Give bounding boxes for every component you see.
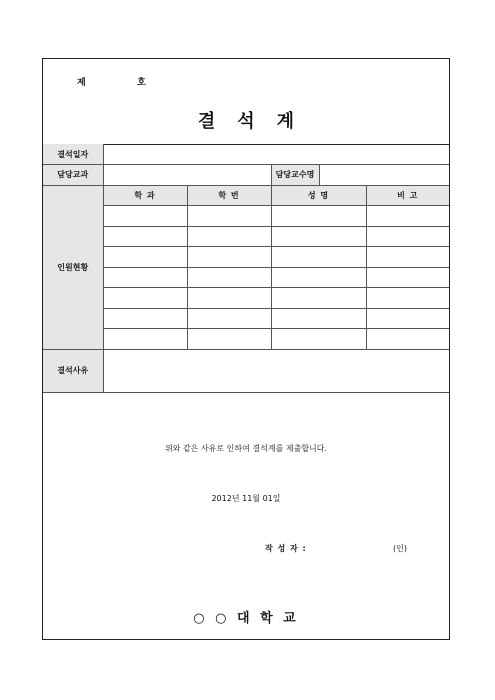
cell[interactable] <box>187 226 271 247</box>
cell[interactable] <box>271 206 366 227</box>
personnel-label: 인원현황 <box>43 185 103 349</box>
submission-statement: 위와 같은 사유로 인하여 결석계를 제출합니다. <box>164 444 328 453</box>
table-row <box>43 308 449 329</box>
form-header <box>43 59 449 145</box>
cell[interactable] <box>103 329 187 350</box>
cell[interactable] <box>103 288 187 309</box>
cell[interactable] <box>271 308 366 329</box>
professor-field[interactable] <box>319 165 449 186</box>
cell[interactable] <box>366 288 449 309</box>
cell[interactable] <box>187 288 271 309</box>
absence-date-label: 결석일자 <box>43 144 103 165</box>
submission-date: 2012년 11월 01일 <box>211 494 281 503</box>
cell[interactable] <box>366 267 449 288</box>
table-row <box>43 226 449 247</box>
form-table <box>43 144 449 393</box>
table-row <box>43 329 449 350</box>
divider <box>43 392 449 393</box>
cell[interactable] <box>366 247 449 268</box>
table-row <box>43 247 449 268</box>
cell[interactable] <box>366 329 449 350</box>
cell[interactable] <box>187 206 271 227</box>
author-label: 작 성 자 : <box>265 544 307 553</box>
cell[interactable] <box>103 308 187 329</box>
course-field[interactable] <box>103 165 271 186</box>
cell[interactable] <box>187 329 271 350</box>
reason-label: 결석사유 <box>43 349 103 392</box>
reason-field[interactable] <box>103 349 449 392</box>
table-row <box>43 267 449 288</box>
cell[interactable] <box>271 226 366 247</box>
cell[interactable] <box>103 226 187 247</box>
professor-label: 담당교수명 <box>271 165 319 186</box>
absence-form <box>42 58 450 640</box>
column-remarks: 비 고 <box>366 185 449 206</box>
table-row <box>43 206 449 227</box>
doc-number-suffix: 호 <box>137 78 146 88</box>
cell[interactable] <box>187 247 271 268</box>
cell[interactable] <box>103 206 187 227</box>
table-row <box>43 288 449 309</box>
cell[interactable] <box>271 329 366 350</box>
cell[interactable] <box>271 288 366 309</box>
course-label: 담당교과 <box>43 165 103 186</box>
doc-number-label: 제 <box>77 78 86 88</box>
cell[interactable] <box>366 206 449 227</box>
column-name: 성 명 <box>271 185 366 206</box>
absence-date-field[interactable] <box>103 144 449 165</box>
form-title: 결석계 <box>197 111 317 132</box>
school-name: ○ ○ 대 학 교 <box>193 611 299 626</box>
seal-mark: (인) <box>393 544 407 553</box>
cell[interactable] <box>271 247 366 268</box>
column-student-id: 학 번 <box>187 185 271 206</box>
cell[interactable] <box>187 308 271 329</box>
cell[interactable] <box>187 267 271 288</box>
cell[interactable] <box>103 267 187 288</box>
cell[interactable] <box>366 308 449 329</box>
cell[interactable] <box>366 226 449 247</box>
column-department: 학 과 <box>103 185 187 206</box>
cell[interactable] <box>103 247 187 268</box>
cell[interactable] <box>271 267 366 288</box>
